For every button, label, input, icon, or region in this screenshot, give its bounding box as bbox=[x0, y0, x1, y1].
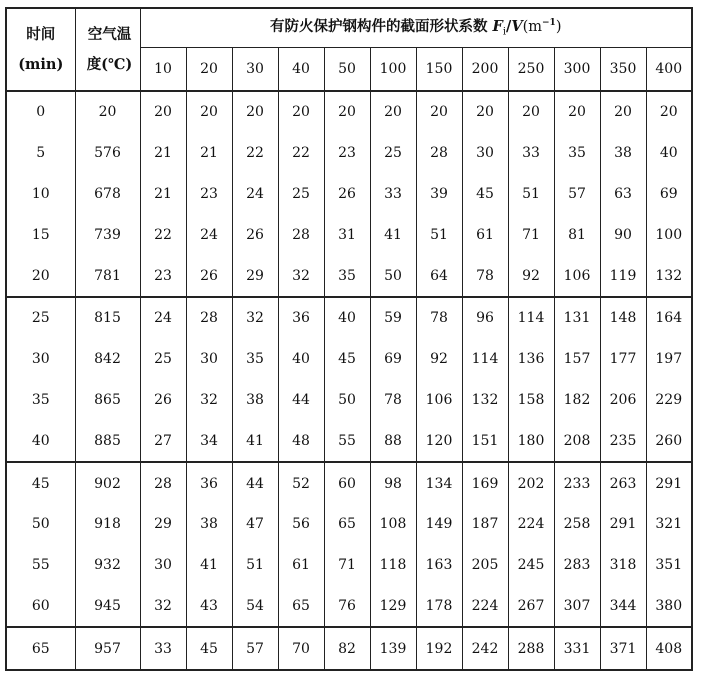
steel-temperature-cell: 51 bbox=[508, 174, 554, 215]
steel-temperature-cell: 157 bbox=[554, 339, 600, 380]
steel-temperature-cell: 33 bbox=[508, 133, 554, 174]
time-cell: 50 bbox=[6, 504, 75, 545]
steel-temperature-cell: 96 bbox=[462, 297, 508, 339]
steel-temperature-cell: 78 bbox=[416, 297, 462, 339]
steel-temperature-cell: 38 bbox=[186, 504, 232, 545]
air-temperature-cell: 739 bbox=[75, 214, 140, 255]
steel-temperature-cell: 65 bbox=[278, 586, 324, 628]
air-temperature-cell: 576 bbox=[75, 133, 140, 174]
group-header-unit-exp: −1 bbox=[542, 18, 556, 29]
steel-temperature-cell: 32 bbox=[278, 255, 324, 297]
steel-temperature-cell: 25 bbox=[140, 339, 186, 380]
steel-temperature-cell: 44 bbox=[232, 462, 278, 504]
steel-temperature-cell: 28 bbox=[186, 297, 232, 339]
steel-temperature-cell: 164 bbox=[646, 297, 692, 339]
steel-temperature-cell: 90 bbox=[600, 214, 646, 255]
time-header bbox=[6, 8, 75, 91]
steel-temperature-table bbox=[5, 7, 693, 671]
steel-temperature-cell: 178 bbox=[416, 586, 462, 628]
steel-temperature-cell: 129 bbox=[370, 586, 416, 628]
steel-temperature-cell: 39 bbox=[416, 174, 462, 215]
time-cell: 25 bbox=[6, 297, 75, 339]
steel-temperature-cell: 245 bbox=[508, 545, 554, 586]
time-cell: 0 bbox=[6, 91, 75, 133]
air-temperature-cell: 918 bbox=[75, 504, 140, 545]
steel-temperature-cell: 318 bbox=[600, 545, 646, 586]
steel-temperature-cell: 149 bbox=[416, 504, 462, 545]
steel-temperature-cell: 20 bbox=[600, 91, 646, 133]
section-factor-column-header: 30 bbox=[232, 48, 278, 92]
group-header-F: F bbox=[492, 17, 503, 35]
steel-temperature-cell: 206 bbox=[600, 380, 646, 421]
steel-temperature-cell: 40 bbox=[324, 297, 370, 339]
steel-temperature-cell: 21 bbox=[186, 133, 232, 174]
steel-temperature-cell: 57 bbox=[232, 627, 278, 670]
steel-temperature-cell: 20 bbox=[232, 91, 278, 133]
steel-temperature-cell: 20 bbox=[508, 91, 554, 133]
steel-temperature-cell: 55 bbox=[324, 420, 370, 462]
table-row bbox=[6, 174, 692, 215]
steel-temperature-cell: 187 bbox=[462, 504, 508, 545]
steel-temperature-cell: 106 bbox=[554, 255, 600, 297]
steel-temperature-cell: 182 bbox=[554, 380, 600, 421]
table-row bbox=[6, 627, 692, 670]
table-row bbox=[6, 420, 692, 462]
time-cell: 15 bbox=[6, 214, 75, 255]
steel-temperature-cell: 70 bbox=[278, 627, 324, 670]
steel-temperature-cell: 205 bbox=[462, 545, 508, 586]
steel-temperature-cell: 33 bbox=[140, 627, 186, 670]
steel-temperature-cell: 23 bbox=[324, 133, 370, 174]
steel-temperature-cell: 380 bbox=[646, 586, 692, 628]
steel-temperature-cell: 192 bbox=[416, 627, 462, 670]
steel-temperature-cell: 45 bbox=[324, 339, 370, 380]
steel-temperature-cell: 28 bbox=[278, 214, 324, 255]
steel-temperature-cell: 60 bbox=[324, 462, 370, 504]
steel-temperature-cell: 100 bbox=[646, 214, 692, 255]
air-temperature-cell: 945 bbox=[75, 586, 140, 628]
steel-temperature-cell: 20 bbox=[554, 91, 600, 133]
steel-temperature-cell: 71 bbox=[508, 214, 554, 255]
steel-temperature-cell: 81 bbox=[554, 214, 600, 255]
steel-temperature-cell: 260 bbox=[646, 420, 692, 462]
section-factor-column-header: 200 bbox=[462, 48, 508, 92]
steel-temperature-cell: 118 bbox=[370, 545, 416, 586]
steel-temperature-cell: 63 bbox=[600, 174, 646, 215]
steel-temperature-cell: 20 bbox=[278, 91, 324, 133]
steel-temperature-cell: 30 bbox=[462, 133, 508, 174]
steel-temperature-cell: 23 bbox=[186, 174, 232, 215]
section-factor-group-header bbox=[140, 8, 692, 48]
section-factor-column-header: 50 bbox=[324, 48, 370, 92]
steel-temperature-cell: 23 bbox=[140, 255, 186, 297]
steel-temperature-cell: 35 bbox=[324, 255, 370, 297]
steel-temperature-cell: 21 bbox=[140, 133, 186, 174]
air-temperature-cell: 932 bbox=[75, 545, 140, 586]
steel-temperature-cell: 82 bbox=[324, 627, 370, 670]
air-temperature-cell: 885 bbox=[75, 420, 140, 462]
steel-temperature-cell: 242 bbox=[462, 627, 508, 670]
steel-temperature-cell: 35 bbox=[232, 339, 278, 380]
time-header-label: 时间 bbox=[26, 25, 56, 43]
steel-temperature-cell: 148 bbox=[600, 297, 646, 339]
section-factor-column-header: 100 bbox=[370, 48, 416, 92]
air-temperature-cell: 20 bbox=[75, 91, 140, 133]
steel-temperature-cell: 229 bbox=[646, 380, 692, 421]
steel-temperature-cell: 64 bbox=[416, 255, 462, 297]
steel-temperature-cell: 40 bbox=[646, 133, 692, 174]
steel-temperature-cell: 47 bbox=[232, 504, 278, 545]
time-cell: 60 bbox=[6, 586, 75, 628]
steel-temperature-cell: 69 bbox=[370, 339, 416, 380]
section-factor-column-header: 250 bbox=[508, 48, 554, 92]
steel-temperature-cell: 92 bbox=[508, 255, 554, 297]
air-temperature-cell: 815 bbox=[75, 297, 140, 339]
steel-temperature-cell: 25 bbox=[278, 174, 324, 215]
table-row bbox=[6, 255, 692, 297]
steel-temperature-cell: 136 bbox=[508, 339, 554, 380]
time-cell: 40 bbox=[6, 420, 75, 462]
section-factor-column-header: 40 bbox=[278, 48, 324, 92]
time-cell: 45 bbox=[6, 462, 75, 504]
temperature-header-unit: 度(℃) bbox=[86, 55, 133, 73]
steel-temperature-cell: 20 bbox=[462, 91, 508, 133]
time-cell: 20 bbox=[6, 255, 75, 297]
steel-temperature-cell: 65 bbox=[324, 504, 370, 545]
air-temperature-cell: 902 bbox=[75, 462, 140, 504]
steel-temperature-cell: 30 bbox=[186, 339, 232, 380]
group-header-V: V bbox=[511, 17, 523, 35]
steel-temperature-cell: 197 bbox=[646, 339, 692, 380]
steel-temperature-cell: 41 bbox=[186, 545, 232, 586]
steel-temperature-cell: 106 bbox=[416, 380, 462, 421]
steel-temperature-cell: 29 bbox=[232, 255, 278, 297]
steel-temperature-cell: 158 bbox=[508, 380, 554, 421]
steel-temperature-cell: 28 bbox=[416, 133, 462, 174]
steel-temperature-cell: 291 bbox=[646, 462, 692, 504]
air-temperature-cell: 678 bbox=[75, 174, 140, 215]
temperature-header-label: 空气温 bbox=[87, 25, 132, 43]
steel-temperature-cell: 35 bbox=[554, 133, 600, 174]
table-row bbox=[6, 133, 692, 174]
steel-temperature-cell: 108 bbox=[370, 504, 416, 545]
steel-temperature-cell: 44 bbox=[278, 380, 324, 421]
steel-temperature-cell: 26 bbox=[324, 174, 370, 215]
steel-temperature-cell: 22 bbox=[140, 214, 186, 255]
steel-temperature-cell: 38 bbox=[232, 380, 278, 421]
steel-temperature-cell: 131 bbox=[554, 297, 600, 339]
time-cell: 10 bbox=[6, 174, 75, 215]
steel-temperature-cell: 169 bbox=[462, 462, 508, 504]
steel-temperature-cell: 52 bbox=[278, 462, 324, 504]
steel-temperature-cell: 51 bbox=[416, 214, 462, 255]
time-header-unit: (min) bbox=[18, 55, 64, 73]
steel-temperature-cell: 408 bbox=[646, 627, 692, 670]
table-row bbox=[6, 504, 692, 545]
steel-temperature-cell: 29 bbox=[140, 504, 186, 545]
steel-temperature-cell: 38 bbox=[600, 133, 646, 174]
steel-temperature-cell: 119 bbox=[600, 255, 646, 297]
steel-temperature-cell: 43 bbox=[186, 586, 232, 628]
steel-temperature-cell: 132 bbox=[462, 380, 508, 421]
steel-temperature-cell: 267 bbox=[508, 586, 554, 628]
table-row bbox=[6, 545, 692, 586]
steel-temperature-cell: 32 bbox=[140, 586, 186, 628]
steel-temperature-cell: 36 bbox=[278, 297, 324, 339]
steel-temperature-cell: 56 bbox=[278, 504, 324, 545]
steel-temperature-cell: 134 bbox=[416, 462, 462, 504]
steel-temperature-cell: 41 bbox=[370, 214, 416, 255]
steel-temperature-cell: 20 bbox=[416, 91, 462, 133]
steel-temperature-cell: 61 bbox=[278, 545, 324, 586]
group-header-title: 有防火保护钢构件的截面形状系数 bbox=[269, 17, 493, 35]
steel-temperature-cell: 233 bbox=[554, 462, 600, 504]
section-factor-column-header: 10 bbox=[140, 48, 186, 92]
table-row bbox=[6, 91, 692, 133]
steel-temperature-cell: 48 bbox=[278, 420, 324, 462]
steel-temperature-cell: 45 bbox=[186, 627, 232, 670]
steel-temperature-cell: 177 bbox=[600, 339, 646, 380]
time-cell: 5 bbox=[6, 133, 75, 174]
air-temperature-cell: 781 bbox=[75, 255, 140, 297]
section-factor-column-header: 300 bbox=[554, 48, 600, 92]
table-row bbox=[6, 586, 692, 628]
air-temperature-cell: 842 bbox=[75, 339, 140, 380]
steel-temperature-cell: 30 bbox=[140, 545, 186, 586]
steel-temperature-cell: 258 bbox=[554, 504, 600, 545]
steel-temperature-cell: 59 bbox=[370, 297, 416, 339]
steel-temperature-cell: 283 bbox=[554, 545, 600, 586]
steel-temperature-cell: 26 bbox=[232, 214, 278, 255]
section-factor-column-header: 150 bbox=[416, 48, 462, 92]
air-temperature-cell: 957 bbox=[75, 627, 140, 670]
steel-temperature-cell: 21 bbox=[140, 174, 186, 215]
steel-temperature-cell: 26 bbox=[140, 380, 186, 421]
steel-temperature-cell: 22 bbox=[278, 133, 324, 174]
steel-temperature-cell: 132 bbox=[646, 255, 692, 297]
steel-temperature-cell: 69 bbox=[646, 174, 692, 215]
steel-temperature-cell: 31 bbox=[324, 214, 370, 255]
steel-temperature-cell: 92 bbox=[416, 339, 462, 380]
steel-temperature-cell: 20 bbox=[186, 91, 232, 133]
steel-temperature-cell: 163 bbox=[416, 545, 462, 586]
steel-temperature-cell: 28 bbox=[140, 462, 186, 504]
steel-temperature-cell: 45 bbox=[462, 174, 508, 215]
table-row bbox=[6, 380, 692, 421]
section-factor-column-header: 350 bbox=[600, 48, 646, 92]
steel-temperature-cell: 50 bbox=[370, 255, 416, 297]
steel-temperature-cell: 20 bbox=[646, 91, 692, 133]
section-factor-column-header: 400 bbox=[646, 48, 692, 92]
steel-temperature-cell: 331 bbox=[554, 627, 600, 670]
steel-temperature-cell: 33 bbox=[370, 174, 416, 215]
group-header-slash: / bbox=[506, 17, 512, 35]
steel-temperature-cell: 40 bbox=[278, 339, 324, 380]
steel-temperature-cell: 288 bbox=[508, 627, 554, 670]
section-factor-column-header: 20 bbox=[186, 48, 232, 92]
steel-temperature-cell: 61 bbox=[462, 214, 508, 255]
steel-temperature-cell: 139 bbox=[370, 627, 416, 670]
table-row bbox=[6, 339, 692, 380]
group-header-unit-open: (m bbox=[522, 18, 543, 35]
steel-temperature-cell: 20 bbox=[370, 91, 416, 133]
steel-temperature-cell: 57 bbox=[554, 174, 600, 215]
group-header-i: i bbox=[502, 26, 507, 38]
steel-temperature-cell: 371 bbox=[600, 627, 646, 670]
steel-temperature-cell: 54 bbox=[232, 586, 278, 628]
steel-temperature-cell: 32 bbox=[232, 297, 278, 339]
time-cell: 35 bbox=[6, 380, 75, 421]
steel-temperature-cell: 120 bbox=[416, 420, 462, 462]
steel-temperature-cell: 321 bbox=[646, 504, 692, 545]
steel-temperature-cell: 51 bbox=[232, 545, 278, 586]
steel-temperature-cell: 26 bbox=[186, 255, 232, 297]
steel-temperature-cell: 34 bbox=[186, 420, 232, 462]
steel-temperature-cell: 25 bbox=[370, 133, 416, 174]
steel-temperature-cell: 224 bbox=[508, 504, 554, 545]
steel-temperature-cell: 98 bbox=[370, 462, 416, 504]
time-cell: 55 bbox=[6, 545, 75, 586]
time-cell: 30 bbox=[6, 339, 75, 380]
steel-temperature-cell: 27 bbox=[140, 420, 186, 462]
steel-temperature-cell: 50 bbox=[324, 380, 370, 421]
steel-temperature-cell: 78 bbox=[462, 255, 508, 297]
steel-temperature-cell: 78 bbox=[370, 380, 416, 421]
steel-temperature-cell: 114 bbox=[462, 339, 508, 380]
steel-temperature-cell: 24 bbox=[232, 174, 278, 215]
temperature-header bbox=[75, 8, 140, 91]
steel-temperature-cell: 32 bbox=[186, 380, 232, 421]
steel-temperature-cell: 22 bbox=[232, 133, 278, 174]
steel-temperature-cell: 71 bbox=[324, 545, 370, 586]
steel-temperature-cell: 263 bbox=[600, 462, 646, 504]
air-temperature-cell: 865 bbox=[75, 380, 140, 421]
steel-temperature-cell: 24 bbox=[186, 214, 232, 255]
steel-temperature-cell: 202 bbox=[508, 462, 554, 504]
steel-temperature-cell: 235 bbox=[600, 420, 646, 462]
steel-temperature-cell: 208 bbox=[554, 420, 600, 462]
steel-temperature-cell: 307 bbox=[554, 586, 600, 628]
steel-temperature-cell: 41 bbox=[232, 420, 278, 462]
table-row bbox=[6, 462, 692, 504]
table-row bbox=[6, 214, 692, 255]
steel-temperature-cell: 24 bbox=[140, 297, 186, 339]
steel-temperature-cell: 36 bbox=[186, 462, 232, 504]
steel-temperature-cell: 114 bbox=[508, 297, 554, 339]
steel-temperature-cell: 20 bbox=[140, 91, 186, 133]
table-row bbox=[6, 297, 692, 339]
steel-temperature-cell: 76 bbox=[324, 586, 370, 628]
steel-temperature-cell: 20 bbox=[324, 91, 370, 133]
time-cell: 65 bbox=[6, 627, 75, 670]
steel-temperature-cell: 151 bbox=[462, 420, 508, 462]
group-header-unit-close: ) bbox=[555, 18, 562, 35]
steel-temperature-cell: 180 bbox=[508, 420, 554, 462]
steel-temperature-cell: 224 bbox=[462, 586, 508, 628]
steel-temperature-cell: 351 bbox=[646, 545, 692, 586]
steel-temperature-cell: 88 bbox=[370, 420, 416, 462]
steel-temperature-cell: 344 bbox=[600, 586, 646, 628]
steel-temperature-cell: 291 bbox=[600, 504, 646, 545]
